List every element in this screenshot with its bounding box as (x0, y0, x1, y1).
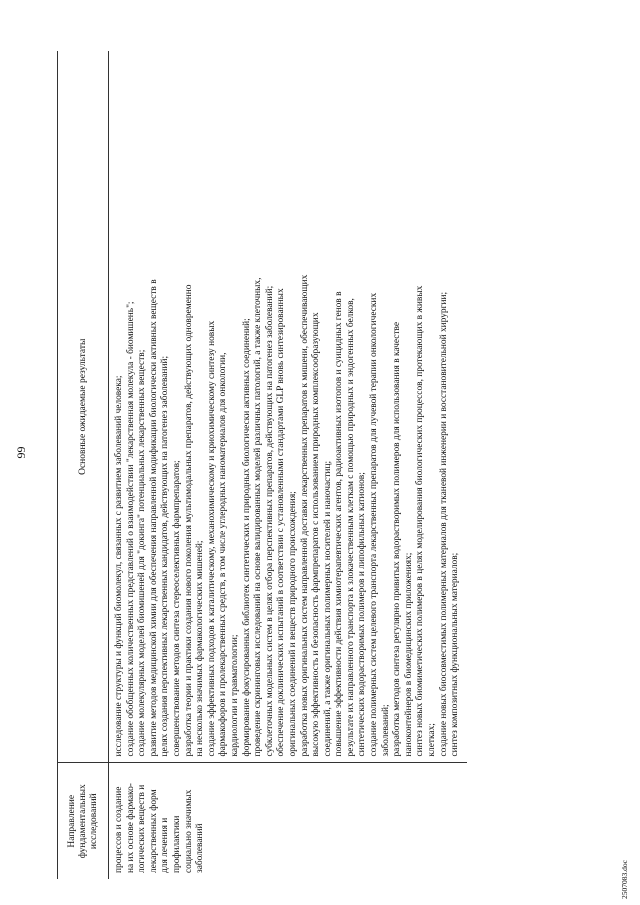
result-line: соединений, а также оригинальных полимерных носителей и наночастиц; (322, 460, 333, 757)
result-line: синтез композитных функциональных материалов; (450, 552, 461, 757)
result-line: высокую эффективность и безопасность фармпрепаратов с использованием природных комплексообразующих (311, 312, 322, 757)
result-line: разработка новых оригинальных систем направленной доставки лекарственных препаратов к мишени, обеспечивающих (299, 274, 310, 757)
research-table (57, 51, 467, 879)
result-line: совершенствование методов синтеза стереоселективных фармпрепаратов; (171, 460, 182, 757)
result-line: создание эффективных подходов к каталитическому, механохимическому и криохимическому синтезу новых (206, 320, 217, 757)
direction-line: для лечения и (160, 817, 171, 873)
direction-line: заболеваний (195, 823, 206, 873)
result-line: целях создания перспективных лекарственных кандидатов, действующих на патогенез заболеваний; (160, 355, 171, 757)
result-line: кардиологии и травматологии; (229, 634, 240, 757)
document-footer: 2507083.doc (620, 860, 629, 899)
direction-line: лекарственных форм (148, 789, 159, 873)
result-line: создание полимерных систем целевого транспорта лекарственных препаратов для лучевой терапии онкологических (369, 292, 380, 757)
result-line: исследование структуры и функций биомолекул, связанных с развитием заболеваний человека; (114, 375, 124, 757)
result-line: создание молекулярных моделей биомишеней для "докинга" потенциальных лекарственных веществ; (137, 349, 148, 757)
direction-line: процессов и создание (114, 786, 124, 873)
result-line: разработка теории и практики создания нового поколения мультимодальных препаратов, действующих одновременно (183, 284, 194, 757)
result-line: субклеточных модельных систем в целях отбора перспективных препаратов, действующих на патогенез заболеваний; (264, 285, 275, 757)
result-line: создание новых биосовместимых полимерных материалов для тканевой инженерии и восстановительной хирургии; (438, 291, 449, 757)
result-line: развитие методов медицинской химии для обеспечения направленной модификации биологически активных веществ в (148, 279, 159, 757)
result-line: формирование фокусированных библиотек синтетических и природных биологически активных соединений; (241, 318, 252, 757)
direction-line: профилактики (171, 815, 182, 873)
header-direction: Направление фундаментальных исследований (58, 763, 109, 879)
result-line: клетках; (427, 723, 438, 757)
result-line: создание обобщенных количественных представлений о взаимодействии "лекарственная молекула - биомишень"; (125, 301, 136, 757)
results-cell (109, 51, 467, 763)
result-line: фармакофоров и пролекарственных средств, в том числе углеродных наноматериалов для онкологии, (218, 352, 229, 757)
direction-line: на их основе фармако- (125, 783, 136, 873)
table-row (109, 51, 467, 879)
result-line: проведение скрининговых исследований на основе валидированных моделей различных патологий, а также клеточных, (253, 277, 264, 757)
direction-line: социально значимых (183, 789, 194, 873)
header-results: Основные ожидаемые результаты (58, 51, 109, 763)
result-line: синтез новых биомиметических полимеров в целях моделирования биологических процессов, протекающих в живых (415, 285, 426, 757)
result-line: заболеваний; (380, 704, 391, 757)
table-header-row (58, 51, 109, 879)
result-line: повышение эффективности действия химиотерапевтических агентов, радиоактивных изотопов и суицидных генов в (334, 291, 345, 757)
result-line: на несколько значимых фармакологических мишеней; (195, 540, 206, 757)
result-line: синтетических водорастворимых полимеров и липофильных катионов; (357, 472, 368, 757)
result-line: наноконтейнеров в биомедицинских приложениях; (403, 552, 414, 757)
result-line: обеспечение доклинических испытаний в соответствии с установленными стандартами GLP вновь синтезированных (276, 288, 287, 757)
page-number: 99 (14, 446, 28, 459)
direction-line: логических веществ и (137, 784, 148, 873)
result-line: разработка методов синтеза регулярно привитых водорастворимых полимеров для использования в качестве (392, 321, 403, 757)
result-line: результате их направленного транспорта к злокачественным клеткам с помощью природных и эндогенных белков, (345, 298, 356, 757)
result-line: оригинальных соединений и веществ природного происхождения; (287, 491, 298, 757)
direction-cell (109, 763, 467, 879)
